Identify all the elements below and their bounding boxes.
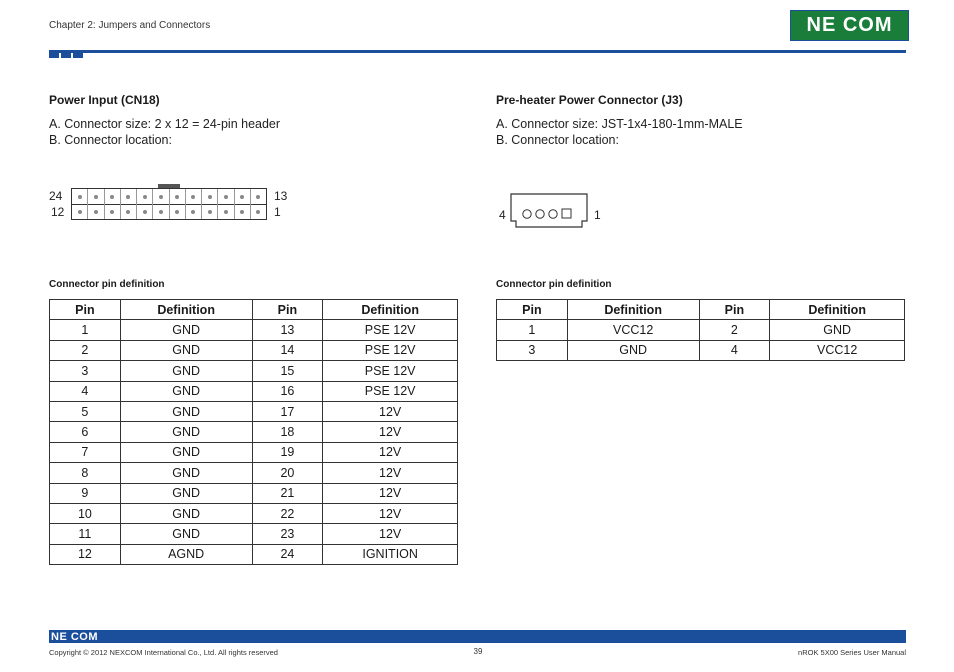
- pin-cell: 6: [50, 422, 121, 442]
- pin-cell: 10: [50, 503, 121, 523]
- connector-pin: [137, 204, 153, 219]
- definition-cell: GND: [120, 503, 252, 523]
- connector-pin: [72, 204, 88, 219]
- cn18-pin-13-label: 13: [274, 189, 288, 203]
- definition-cell: PSE 12V: [323, 381, 458, 401]
- connector-pin: [202, 189, 218, 204]
- table-row: [50, 401, 458, 421]
- pin-cell: 2: [50, 340, 121, 360]
- connector-pin: [251, 204, 266, 219]
- header-pin: Pin: [50, 300, 121, 320]
- table-row: [50, 340, 458, 360]
- j3-pin-1-label: 1: [594, 208, 601, 222]
- header-squares: [49, 50, 83, 58]
- pin-cell: 1: [497, 320, 568, 340]
- table-row: [50, 524, 458, 544]
- table-row: [50, 361, 458, 381]
- definition-cell: AGND: [120, 544, 252, 564]
- connector-pin: [218, 204, 234, 219]
- pin-cell: 4: [699, 340, 770, 360]
- connector-pin: [105, 204, 121, 219]
- pin-cell: 19: [252, 442, 323, 462]
- j3-connector-diagram: [510, 193, 588, 228]
- definition-cell: GND: [120, 524, 252, 544]
- definition-cell: 12V: [323, 401, 458, 421]
- pin-cell: 8: [50, 463, 121, 483]
- definition-cell: GND: [120, 381, 252, 401]
- copyright-text: Copyright © 2012 NEXCOM International Co., Ltd. All rights reserved: [49, 648, 278, 657]
- pin-cell: 7: [50, 442, 121, 462]
- table-row: [50, 544, 458, 564]
- definition-cell: 12V: [323, 483, 458, 503]
- connector-pin: [235, 204, 251, 219]
- connector-pin: [88, 204, 104, 219]
- manual-title: nROK 5X00 Series User Manual: [798, 648, 906, 657]
- connector-pin: [218, 189, 234, 204]
- pin-cell: 23: [252, 524, 323, 544]
- connector-pin: [251, 189, 266, 204]
- table-row: [50, 442, 458, 462]
- cn18-pin-12-label: 12: [51, 205, 65, 219]
- connector-pin: [153, 189, 169, 204]
- definition-cell: GND: [120, 463, 252, 483]
- pin-cell: 12: [50, 544, 121, 564]
- definition-cell: GND: [120, 340, 252, 360]
- definition-cell: GND: [120, 401, 252, 421]
- pin-cell: 13: [252, 320, 323, 340]
- connector-pin: [72, 189, 88, 204]
- logo-text: NE COM: [806, 14, 893, 36]
- cn18-pin-1-label: 1: [274, 205, 281, 219]
- definition-cell: GND: [120, 320, 252, 340]
- definition-cell: 12V: [323, 442, 458, 462]
- pin-cell: 17: [252, 401, 323, 421]
- cn18-table-caption: Connector pin definition: [49, 279, 165, 290]
- cn18-size: A. Connector size: 2 x 12 = 24-pin header: [49, 117, 281, 131]
- table-row: [50, 320, 458, 340]
- footer-logo-text: NE COM: [51, 630, 98, 643]
- definition-cell: 12V: [323, 463, 458, 483]
- j3-table-caption: Connector pin definition: [496, 279, 612, 290]
- connector-pin: [153, 204, 169, 219]
- pin-cell: 24: [252, 544, 323, 564]
- header-pin: Pin: [497, 300, 568, 320]
- definition-cell: VCC12: [567, 320, 699, 340]
- pin-cell: 11: [50, 524, 121, 544]
- footer-bar: [49, 630, 906, 643]
- definition-cell: 12V: [323, 524, 458, 544]
- j3-size: A. Connector size: JST-1x4-180-1mm-MALE: [496, 117, 743, 131]
- pin-cell: 18: [252, 422, 323, 442]
- pin-cell: 9: [50, 483, 121, 503]
- connector-pin: [170, 204, 186, 219]
- header-pin: Pin: [252, 300, 323, 320]
- header-definition: Definition: [120, 300, 252, 320]
- j3-pin-table: [496, 299, 905, 361]
- connector-pin: [88, 189, 104, 204]
- definition-cell: PSE 12V: [323, 361, 458, 381]
- pin-cell: 20: [252, 463, 323, 483]
- definition-cell: GND: [120, 442, 252, 462]
- pin-cell: 4: [50, 381, 121, 401]
- table-row: [50, 483, 458, 503]
- definition-cell: GND: [120, 483, 252, 503]
- pin-cell: 1: [50, 320, 121, 340]
- table-header-row: [50, 300, 458, 320]
- header-definition: Definition: [323, 300, 458, 320]
- pin-cell: 5: [50, 401, 121, 421]
- header-definition: Definition: [770, 300, 905, 320]
- definition-cell: 12V: [323, 503, 458, 523]
- j3-pin-4-label: 4: [499, 208, 506, 222]
- j3-title: Pre-heater Power Connector (J3): [496, 93, 683, 107]
- pin-cell: 22: [252, 503, 323, 523]
- nexcom-logo: [790, 10, 909, 41]
- chapter-heading: Chapter 2: Jumpers and Connectors: [49, 20, 211, 31]
- connector-pin: [137, 189, 153, 204]
- connector-pin: [105, 189, 121, 204]
- pin-cell: 3: [50, 361, 121, 381]
- j3-location: B. Connector location:: [496, 133, 619, 147]
- header-pin: Pin: [699, 300, 770, 320]
- pin-cell: 2: [699, 320, 770, 340]
- pin-cell: 21: [252, 483, 323, 503]
- cn18-pin-table: [49, 299, 458, 565]
- definition-cell: 12V: [323, 422, 458, 442]
- definition-cell: GND: [120, 422, 252, 442]
- connector-pin: [121, 204, 137, 219]
- pin-cell: 16: [252, 381, 323, 401]
- pin-cell: 14: [252, 340, 323, 360]
- cn18-connector-diagram: [71, 188, 267, 220]
- header-rule: [49, 50, 906, 53]
- connector-pin: [170, 189, 186, 204]
- table-row: [50, 422, 458, 442]
- table-row: [50, 463, 458, 483]
- definition-cell: VCC12: [770, 340, 905, 360]
- header-definition: Definition: [567, 300, 699, 320]
- connector-pin: [121, 189, 137, 204]
- page-number: 39: [473, 647, 483, 656]
- definition-cell: PSE 12V: [323, 320, 458, 340]
- connector-pin: [235, 189, 251, 204]
- table-row: [50, 503, 458, 523]
- table-row: [497, 340, 905, 360]
- connector-pin: [202, 204, 218, 219]
- definition-cell: GND: [120, 361, 252, 381]
- definition-cell: PSE 12V: [323, 340, 458, 360]
- cn18-location: B. Connector location:: [49, 133, 172, 147]
- definition-cell: GND: [567, 340, 699, 360]
- definition-cell: IGNITION: [323, 544, 458, 564]
- cn18-pin-24-label: 24: [49, 189, 63, 203]
- table-row: [50, 381, 458, 401]
- pin-cell: 3: [497, 340, 568, 360]
- connector-pin: [186, 204, 202, 219]
- definition-cell: GND: [770, 320, 905, 340]
- pin-cell: 15: [252, 361, 323, 381]
- table-row: [497, 320, 905, 340]
- table-header-row: [497, 300, 905, 320]
- cn18-title: Power Input (CN18): [49, 93, 160, 107]
- footer-logo: [51, 630, 98, 643]
- connector-pin: [186, 189, 202, 204]
